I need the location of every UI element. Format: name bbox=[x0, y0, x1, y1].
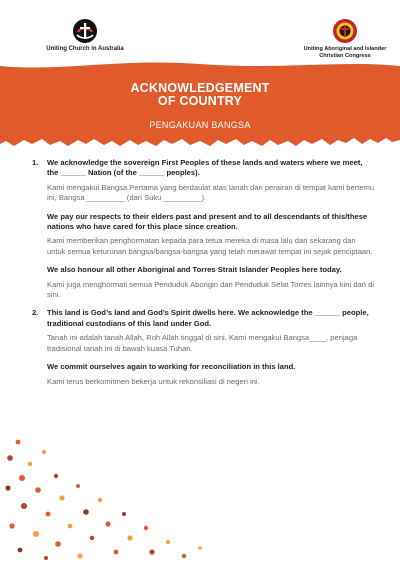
section-number: 1. bbox=[32, 158, 39, 167]
dot-art-decoration bbox=[0, 430, 400, 566]
indonesian-text: Kami memberikan penghormatan kepada para tetua mereka di masa lalu dan sekarang dan untuk semua keturunan bangsa/bangsa-bangsa yang telah merawat tempat ini sejak penciptaan. bbox=[47, 236, 373, 256]
section-2-commit bbox=[30, 362, 375, 387]
indonesian-text: Kami juga menghormati semua Penduduk Aborigin dan Penduduk Selat Torres lainnya kini dan di sini. bbox=[47, 279, 375, 300]
acknowledgement-body bbox=[30, 158, 375, 395]
dot-pattern bbox=[5, 440, 201, 560]
uniting-church-logo bbox=[40, 18, 130, 53]
title-line-1: ACKNOWLEDGEMENT bbox=[130, 81, 270, 95]
english-text: This land is God’s land and God’s Spirit dwells here. We acknowledge the ______ people, traditional custodians of this land under God. bbox=[47, 308, 369, 328]
page-subtitle: PENGAKUAN BANGSA bbox=[149, 120, 251, 130]
uniting-church-logo-icon bbox=[72, 18, 98, 44]
section-1-respects bbox=[30, 212, 375, 258]
english-text: We commit ourselves again to working for reconciliation in this land. bbox=[47, 362, 296, 372]
section-1 bbox=[30, 158, 375, 204]
congress-logo-icon bbox=[331, 18, 359, 44]
indonesian-text: Kami mengakui Bangsa Pertama yang berdaulat atas tanah dan perairan di tempat kami bertemu ini, Bangsa _________ (dari Suku _________). bbox=[47, 182, 375, 203]
congress-logo bbox=[300, 18, 390, 59]
page-title bbox=[0, 82, 400, 108]
section-2 bbox=[30, 308, 375, 354]
title-line-2: OF COUNTRY bbox=[157, 94, 243, 108]
right-org-name: Uniting Aboriginal and Islander Christian Congress bbox=[303, 46, 387, 59]
english-text: We acknowledge the sovereign First Peoples of these lands and waters where we meet, the ______ Nation (of the ______ peoples). bbox=[47, 158, 363, 178]
left-org-name: Uniting Church in Australia bbox=[46, 46, 124, 52]
section-1-honour bbox=[30, 265, 375, 300]
section-number: 2. bbox=[32, 308, 39, 318]
indonesian-text: Kami terus berkomitmen bekerja untuk rekonsiliasi di negeri ini. bbox=[47, 376, 260, 386]
english-text: We also honour all other Aboriginal and Torres Strait Islander Peoples here today. bbox=[47, 265, 342, 275]
indonesian-text: Tanah ini adalah tanah Allah, Roh Allah tinggal di sini. Kami mengakui Bangsa____, penjaga tradisional tanah ini di bawah kuasa Tuhan. bbox=[47, 333, 358, 353]
english-text: We pay our respects to their elders past and present and to all descendants of this/these nations who have cared for this place since creation. bbox=[47, 211, 368, 232]
